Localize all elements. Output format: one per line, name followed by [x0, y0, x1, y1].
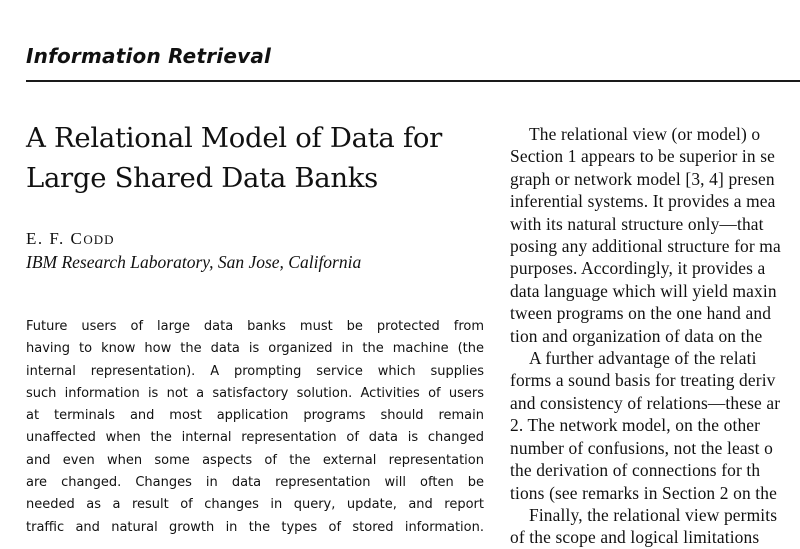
abstract-line: at terminals and most application programs should remain	[26, 408, 484, 424]
author-affiliation: IBM Research Laboratory, San Jose, California	[26, 252, 362, 272]
article-title	[26, 118, 442, 198]
body-line: tion and organization of data on the	[510, 325, 763, 346]
body-text-column	[510, 123, 800, 548]
body-line: A further advantage of the relati	[529, 348, 757, 369]
abstract-line: internal representation). A prompting service which supplies	[26, 363, 484, 379]
body-line: 2. The network model, on the other	[510, 415, 761, 436]
body-line: purposes. Accordingly, it provides a	[510, 258, 766, 279]
body-line: posing any additional structure for ma	[510, 236, 781, 257]
abstract-line: are changed. Changes in data representation will often be	[26, 475, 484, 491]
title-line: Large Shared Data Banks	[26, 162, 378, 194]
body-line: number of confusions, not the least o	[510, 437, 773, 458]
author-surname-smallcaps: ODD	[83, 232, 115, 247]
section-header: Information Retrieval	[26, 44, 272, 68]
body-line: inferential systems. It provides a mea	[510, 191, 776, 212]
body-line: forms a sound basis for treating deriv	[510, 370, 776, 391]
title-line: A Relational Model of Data for	[26, 122, 442, 154]
body-line: and consistency of relations—these ar	[510, 392, 781, 413]
abstract-line: and even when some aspects of the external representation	[26, 452, 484, 468]
abstract-line: having to know how the data is organized in the machine (the	[26, 341, 484, 357]
body-line: the derivation of connections for th	[510, 460, 761, 481]
body-line: of the scope and logical limitations	[510, 527, 760, 548]
abstract-line: such information is not a satisfactory solution. Activities of users	[26, 385, 484, 401]
abstract-line: needed as a result of changes in query, update, and report	[26, 497, 484, 513]
body-line: The relational view (or model) o	[529, 124, 761, 144]
abstract-line: unaffected when the internal representation of data is changed	[26, 430, 484, 446]
author-initials: E. F. C	[26, 229, 84, 248]
body-line: tween programs on the one hand and	[510, 303, 772, 324]
abstract-line: traffic and natural growth in the types of stored information.	[26, 519, 484, 535]
abstract-line: Future users of large data banks must be protected from	[26, 319, 484, 334]
header-rule	[26, 80, 800, 82]
body-line: graph or network model [3, 4] presen	[510, 168, 775, 189]
abstract	[26, 316, 484, 539]
body-line: data language which will yield maxin	[510, 280, 777, 301]
body-line: with its natural structure only—that	[510, 213, 764, 234]
author-name	[26, 229, 115, 249]
body-line: tions (see remarks in Section 2 on the	[510, 482, 777, 503]
body-line: Finally, the relational view permits	[529, 504, 778, 525]
body-line: Section 1 appears to be superior in se	[510, 146, 776, 167]
